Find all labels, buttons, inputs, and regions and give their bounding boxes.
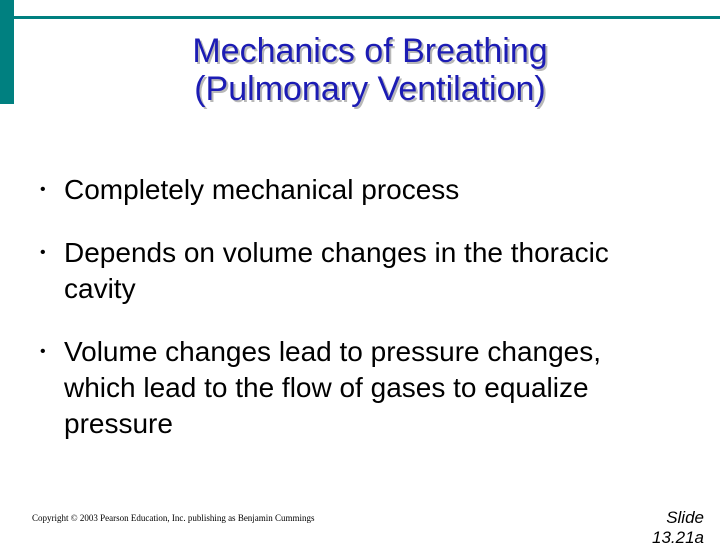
slide-title-line-2: (Pulmonary Ventilation) bbox=[194, 70, 546, 108]
bullet-text: Completely mechanical process bbox=[64, 174, 460, 205]
slide-label: Slide bbox=[666, 508, 704, 527]
slide-title-line-1: Mechanics of Breathing bbox=[192, 32, 548, 70]
slide-number bbox=[648, 508, 704, 548]
bullet-icon: • bbox=[40, 244, 46, 261]
bullet-item bbox=[40, 235, 640, 307]
bullet-icon: • bbox=[40, 181, 46, 198]
bullet-item bbox=[40, 172, 640, 208]
slide-number-value: 13.21a bbox=[652, 528, 704, 547]
bullet-list bbox=[40, 172, 640, 469]
bullet-icon: • bbox=[40, 343, 46, 360]
slide-title bbox=[80, 32, 660, 108]
accent-bar bbox=[0, 0, 14, 104]
bullet-text: Volume changes lead to pressure changes, which lead to the flow of gases to equalize pressure bbox=[64, 336, 602, 439]
copyright-notice: Copyright © 2003 Pearson Education, Inc. publishing as Benjamin Cummings bbox=[32, 513, 315, 523]
accent-line bbox=[14, 16, 720, 19]
bullet-text: Depends on volume changes in the thoracic cavity bbox=[64, 237, 609, 304]
bullet-item bbox=[40, 334, 640, 442]
